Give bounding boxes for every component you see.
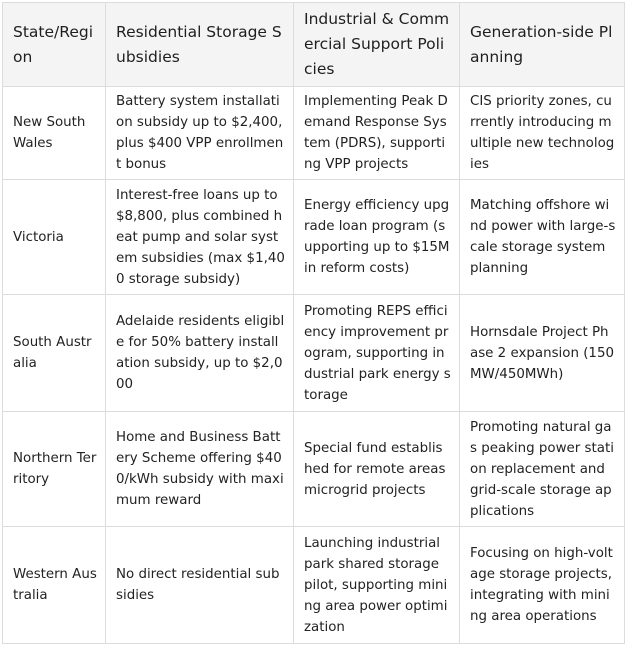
cell-residential: Adelaide residents eligible for 50% battery installation subsidy, up to $2,000 (106, 295, 294, 412)
cell-state: South Australia (3, 295, 106, 412)
cell-industrial: Special fund established for remote areas microgrid projects (294, 412, 460, 527)
cell-industrial: Promoting REPS efficiency improvement program, supporting industrial park energy storage (294, 295, 460, 412)
table-row (3, 527, 625, 644)
cell-state: Northern Territory (3, 412, 106, 527)
table-row (3, 180, 625, 295)
header-state-region: State/Region (3, 3, 106, 87)
policy-table (2, 2, 625, 644)
table-header (3, 3, 625, 87)
cell-residential: No direct residential subsidies (106, 527, 294, 644)
cell-residential: Battery system installation subsidy up to $2,400, plus $400 VPP enrollment bonus (106, 87, 294, 180)
table-row (3, 87, 625, 180)
header-residential-storage-subsidies: Residential Storage Subsidies (106, 3, 294, 87)
cell-generation: Promoting natural gas peaking power station replacement and grid-scale storage applications (460, 412, 625, 527)
policy-table-container (2, 2, 624, 643)
table-row (3, 295, 625, 412)
cell-state: Western Australia (3, 527, 106, 644)
cell-residential: Home and Business Battery Scheme offering $400/kWh subsidy with maximum reward (106, 412, 294, 527)
header-row (3, 3, 625, 87)
table-body (3, 87, 625, 644)
cell-generation: Hornsdale Project Phase 2 expansion (150MW/450MWh) (460, 295, 625, 412)
cell-state: Victoria (3, 180, 106, 295)
cell-generation: CIS priority zones, currently introducing multiple new technologies (460, 87, 625, 180)
header-industrial-commercial-support: Industrial & Commercial Support Policies (294, 3, 460, 87)
cell-generation: Focusing on high-voltage storage projects, integrating with mining area operations (460, 527, 625, 644)
cell-industrial: Implementing Peak Demand Response System (PDRS), supporting VPP projects (294, 87, 460, 180)
cell-residential: Interest-free loans up to $8,800, plus combined heat pump and solar system subsidies (max $1,400 storage subsidy) (106, 180, 294, 295)
cell-industrial: Launching industrial park shared storage pilot, supporting mining area power optimization (294, 527, 460, 644)
table-row (3, 412, 625, 527)
cell-generation: Matching offshore wind power with large-scale storage system planning (460, 180, 625, 295)
cell-industrial: Energy efficiency upgrade loan program (supporting up to $15M in reform costs) (294, 180, 460, 295)
header-generation-side-planning: Generation-side Planning (460, 3, 625, 87)
cell-state: New South Wales (3, 87, 106, 180)
